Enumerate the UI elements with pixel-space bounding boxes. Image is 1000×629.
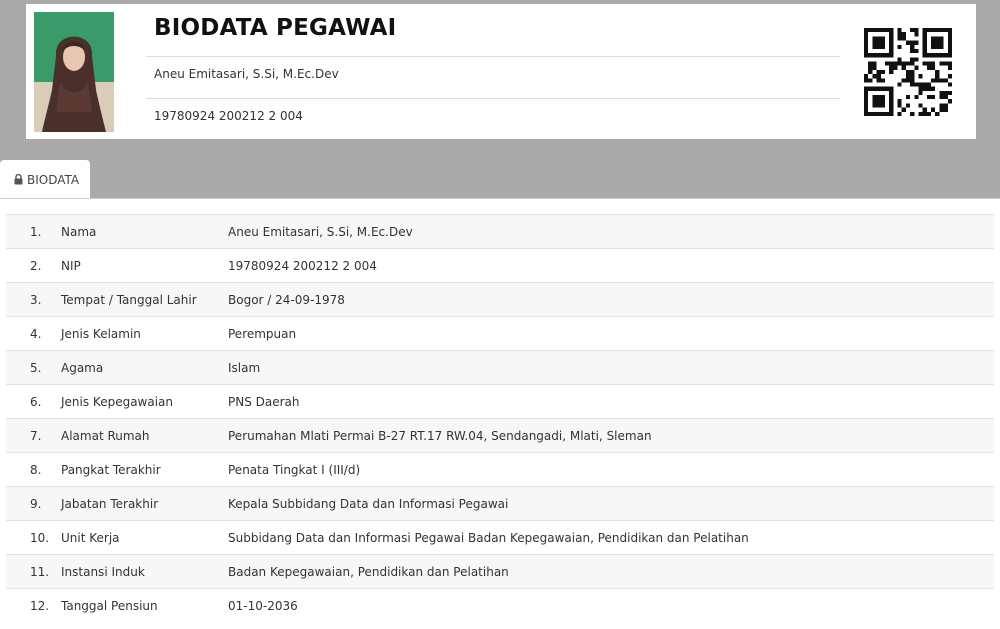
row-value: PNS Daerah: [228, 394, 300, 409]
row-value: Bogor / 24-09-1978: [228, 292, 345, 307]
row-label: Jenis Kelamin: [61, 326, 141, 341]
profile-photo: [34, 12, 114, 132]
row-label: Jabatan Terakhir: [61, 496, 159, 511]
table-row: [6, 215, 994, 249]
divider: [146, 56, 840, 57]
tab-biodata[interactable]: [0, 160, 90, 199]
lock-icon: [14, 174, 23, 185]
row-label: Jenis Kepegawaian: [61, 394, 174, 409]
row-label: Nama: [61, 224, 97, 239]
row-number: 11.: [30, 564, 50, 579]
row-value: Perumahan Mlati Permai B-27 RT.17 RW.04, Sendangadi, Mlati, Sleman: [228, 428, 652, 443]
row-value: Badan Kepegawaian, Pendidikan dan Pelatihan: [228, 564, 509, 579]
row-label: Tanggal Pensiun: [61, 598, 158, 613]
row-number: 7.: [30, 428, 42, 443]
row-number: 10.: [30, 530, 50, 545]
row-value: 19780924 200212 2 004: [228, 258, 377, 273]
biodata-table: [6, 214, 994, 623]
row-label: Tempat / Tanggal Lahir: [61, 292, 197, 307]
row-number: 3.: [30, 292, 42, 307]
row-number: 4.: [30, 326, 42, 341]
row-value: Kepala Subbidang Data dan Informasi Pegawai: [228, 496, 509, 511]
table-row: [6, 589, 994, 623]
table-row: [6, 419, 994, 453]
table-row: [6, 317, 994, 351]
row-value: 01-10-2036: [228, 598, 298, 613]
employee-nip: 19780924 200212 2 004: [154, 109, 303, 123]
table-row: [6, 385, 994, 419]
row-number: 8.: [30, 462, 42, 477]
row-value: Penata Tingkat I (III/d): [228, 462, 361, 477]
row-number: 6.: [30, 394, 42, 409]
row-number: 12.: [30, 598, 50, 613]
row-value: Perempuan: [228, 326, 297, 341]
row-label: Unit Kerja: [61, 530, 120, 545]
row-number: 1.: [30, 224, 42, 239]
row-label: Instansi Induk: [61, 564, 145, 579]
qr-code: [864, 28, 952, 116]
row-label: Pangkat Terakhir: [61, 462, 161, 477]
table-row: [6, 521, 994, 555]
divider: [146, 98, 840, 99]
row-label: Alamat Rumah: [61, 428, 150, 443]
table-row: [6, 351, 994, 385]
row-value: Aneu Emitasari, S.Si, M.Ec.Dev: [228, 224, 413, 239]
table-row: [6, 283, 994, 317]
table-row: [6, 487, 994, 521]
profile-header: [26, 4, 976, 139]
row-number: 5.: [30, 360, 42, 375]
row-label: NIP: [61, 258, 81, 273]
biodata-panel: [0, 199, 1000, 629]
tab-label: BIODATA: [27, 172, 80, 187]
row-value: Subbidang Data dan Informasi Pegawai Badan Kepegawaian, Pendidikan dan Pelatihan: [228, 530, 749, 545]
table-row: [6, 555, 994, 589]
row-label: Agama: [61, 360, 104, 375]
row-number: 9.: [30, 496, 42, 511]
row-number: 2.: [30, 258, 42, 273]
row-value: Islam: [228, 360, 261, 375]
employee-name: Aneu Emitasari, S.Si, M.Ec.Dev: [154, 67, 339, 81]
table-row: [6, 453, 994, 487]
page-title: BIODATA PEGAWAI: [154, 15, 397, 41]
table-row: [6, 249, 994, 283]
